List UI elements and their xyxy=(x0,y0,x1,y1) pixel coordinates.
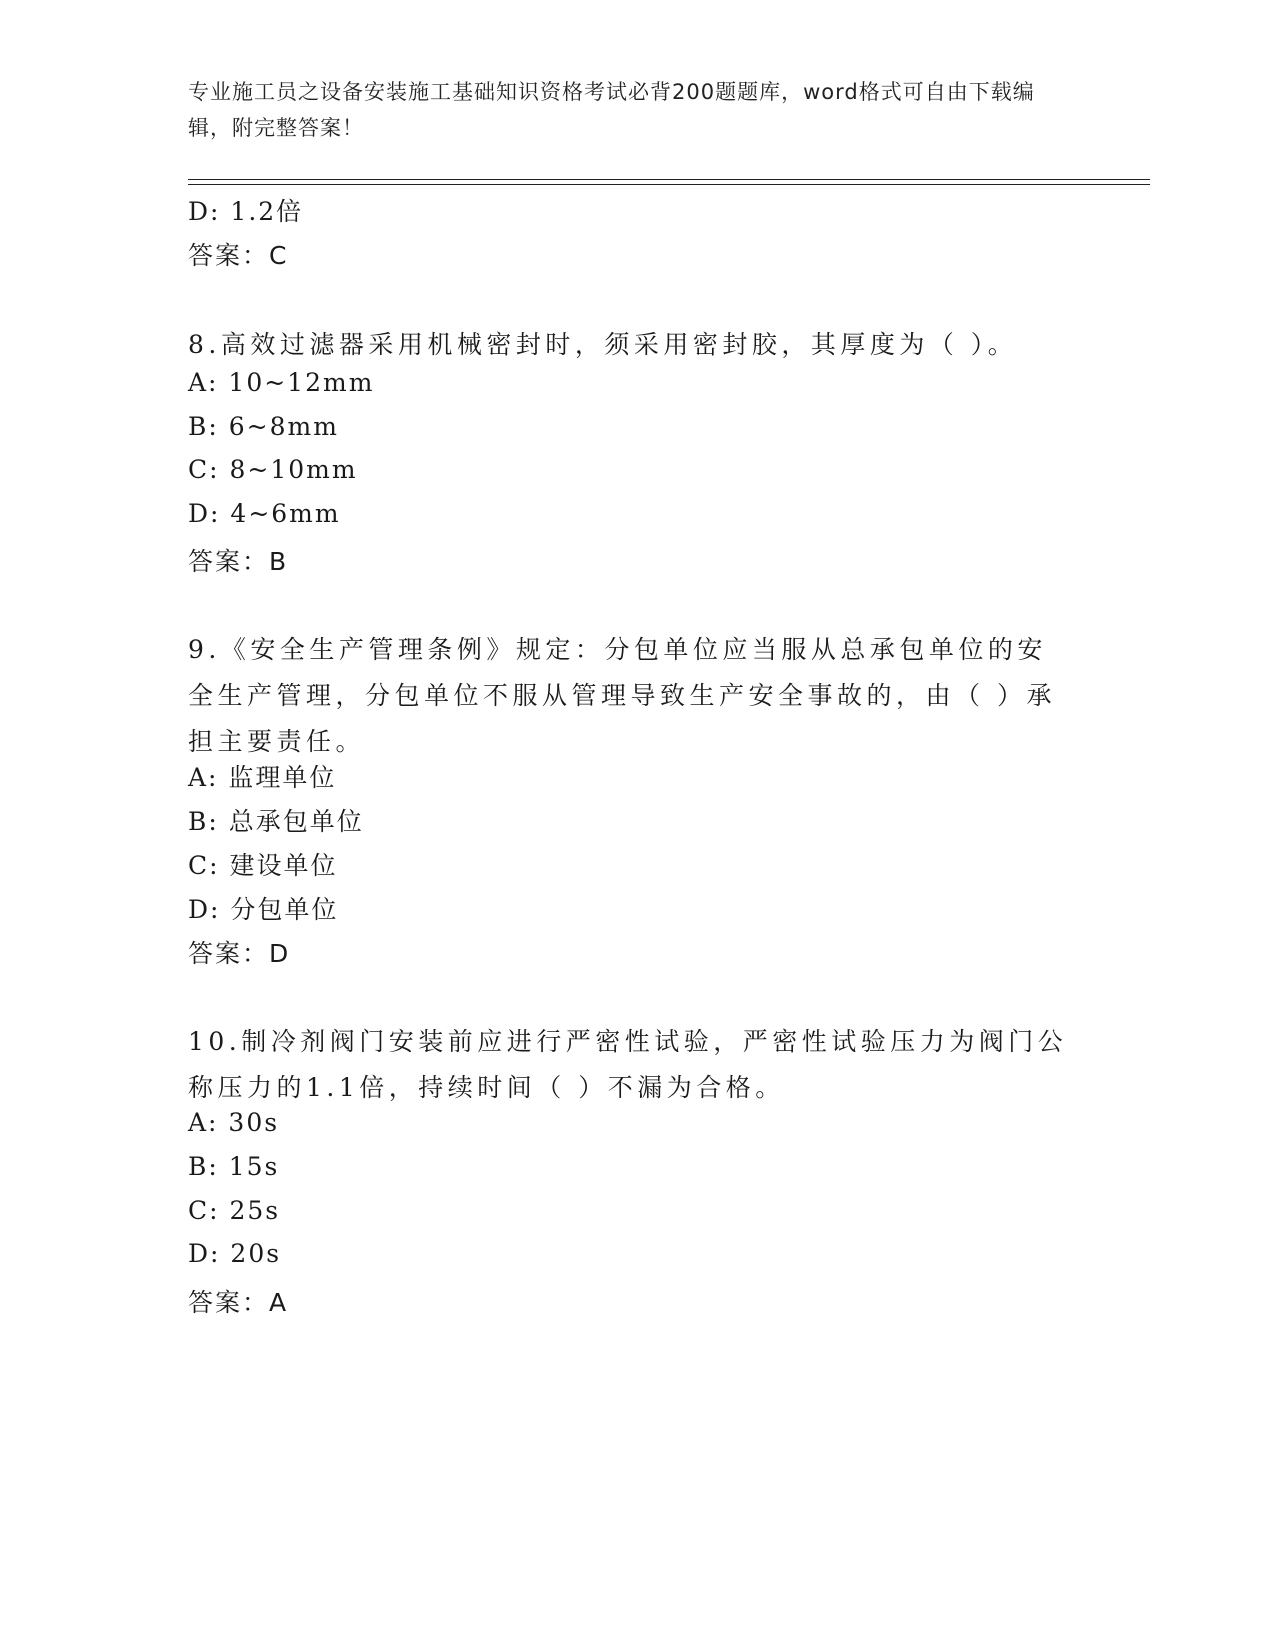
question-10-stem: 10.制冷剂阀门安装前应进行严密性试验，严密性试验压力为阀门公称压力的1.1倍，持续时间（ ）不漏为合格。 xyxy=(188,1027,1068,1102)
question-9-option-a: A: 监理单位 xyxy=(188,763,337,792)
question-9-stem: 9.《安全生产管理条例》规定：分包单位应当服从总承包单位的安全生产管理，分包单位不服从管理导致生产安全事故的，由（ ）承担主要责任。 xyxy=(188,635,1056,756)
question-9-option-d: D: 分包单位 xyxy=(188,895,339,924)
question-10-option-b: B: 15s xyxy=(188,1152,280,1181)
question-9-option-b: B: 总承包单位 xyxy=(188,807,364,836)
question-10-option-c: C: 25s xyxy=(188,1196,281,1225)
question-9-answer: 答案：D xyxy=(188,939,291,968)
header-divider-top xyxy=(188,179,1150,180)
header-divider-bottom xyxy=(188,184,1150,185)
question-10-answer: 答案：A xyxy=(188,1288,289,1317)
question-8-option-a: A: 10~12mm xyxy=(188,368,375,397)
document-header: 专业施工员之设备安装施工基础知识资格考试必背200题题库，word格式可自由下载编辑，附完整答案！ xyxy=(188,80,1035,140)
question-8-option-b: B: 6~8mm xyxy=(188,412,339,441)
question-9-option-c: C: 建设单位 xyxy=(188,851,338,880)
prev-question-answer: 答案：C xyxy=(188,241,289,270)
question-8-answer: 答案：B xyxy=(188,547,289,576)
question-10-option-d: D: 20s xyxy=(188,1239,282,1268)
question-8-option-c: C: 8~10mm xyxy=(188,455,358,484)
question-8-stem: 8.高效过滤器采用机械密封时，须采用密封胶，其厚度为（ ）。 xyxy=(188,330,1018,359)
prev-question-option-d: D: 1.2倍 xyxy=(188,197,304,226)
question-10-option-a: A: 30s xyxy=(188,1108,280,1137)
question-8-option-d: D: 4~6mm xyxy=(188,499,341,528)
